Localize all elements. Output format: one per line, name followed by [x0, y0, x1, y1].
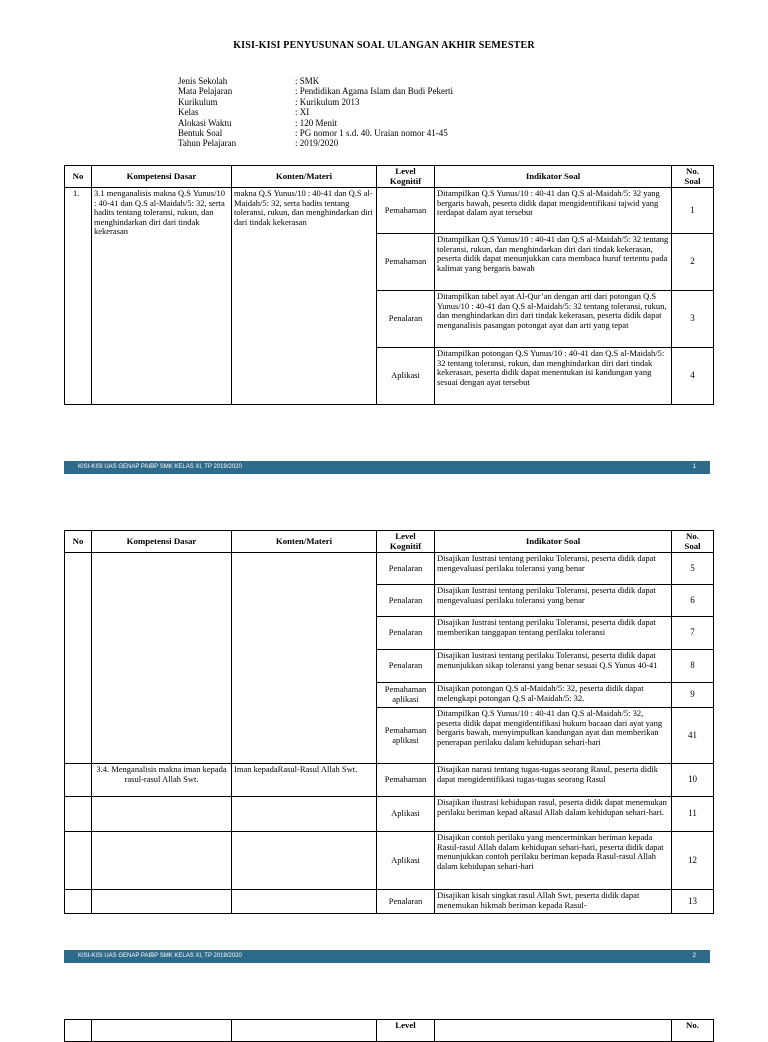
header-indikator: Indikator Soal	[435, 531, 672, 553]
cell-nosoal: 4	[672, 348, 714, 405]
header-level: Level	[377, 1020, 435, 1042]
cell-indikator: Disajikan Iustrasi tentang perilaku Toleransi, peserta didik dapat mengevaluasi perilaku toleransi yang benar	[435, 553, 672, 585]
footer-text: KISI-KISI UAS GENAP PAIBP SMK KELAS XI, TP 2019/2020	[78, 953, 242, 959]
cell-level: Pemahaman	[377, 234, 435, 291]
cell-nosoal: 7	[672, 617, 714, 650]
header-level: Level Kognitif	[377, 166, 435, 188]
cell-konten	[232, 832, 377, 890]
header-konten: Konten/Materi	[232, 166, 377, 188]
header-no: No	[65, 531, 92, 553]
cell-nosoal: 5	[672, 553, 714, 585]
table-row	[65, 890, 714, 914]
cell-level: Penalaran	[377, 585, 435, 617]
meta-key: Tahun Pelajaran	[178, 138, 237, 149]
cell-nosoal: 10	[672, 764, 714, 797]
kisi-table-page-1	[64, 165, 714, 405]
header-nosoal: No. Soal	[672, 531, 714, 553]
cell-indikator: Disajikan kisah singkat rasul Allah Swt, peserta didik dapat menemukan hikmah beriman kepada Rasul-	[435, 890, 672, 914]
table-row	[65, 832, 714, 890]
cell-no	[65, 764, 92, 797]
cell-indikator: Ditampilkan Q.S Yunus/10 : 40-41 dan Q.S al-Maidah/5: 32 yang bergaris bawah, peserta didik dapat mengidentifikasi tajwid yang terdapat dalam ayat tersebut	[435, 188, 672, 234]
header-indikator: Indikator Soal	[435, 166, 672, 188]
cell-konten: Iman kepadaRasul-Rasul Allah Swt.	[232, 764, 377, 797]
table-row	[65, 764, 714, 797]
cell-nosoal: 2	[672, 234, 714, 291]
meta-row	[178, 128, 453, 138]
header-no	[65, 1020, 92, 1042]
meta-value: : Kurikulum 2013	[295, 96, 360, 107]
cell-no	[65, 890, 92, 914]
meta-key: Bentuk Soal	[178, 128, 223, 139]
meta-value: : 120 Menit	[295, 117, 337, 128]
table-row	[65, 553, 714, 585]
cell-indikator: Disajikan contoh perilaku yang mencerminkan beriman kepada Rasul-rasul Allah dalam kehidupan sehari-hari, peserta didik dapat menunjukkan contoh perilaku beriman kepada Rasul-rasul Allah dalam kehidupan sehari-hari	[435, 832, 672, 890]
header-kd: Kompetensi Dasar	[92, 531, 232, 553]
meta-value: : 2019/2020	[295, 138, 339, 149]
header-indikator	[435, 1020, 672, 1042]
cell-no	[65, 832, 92, 890]
footer-text: KISI-KISI UAS GENAP PAIBP SMK KELAS XI, TP 2019/2020	[78, 464, 242, 470]
meta-row	[178, 138, 453, 148]
cell-indikator: Disajikan ilustrasi kehidupan rasul, peserta didik dapat menemukan perilaku beriman kepad aRasul Allah dalam kehidupan sehari-hari.	[435, 797, 672, 832]
meta-key: Jenis Sekolah	[178, 76, 228, 86]
footer-page-number: 2	[692, 953, 696, 959]
table-row	[65, 797, 714, 832]
cell-nosoal: 9	[672, 683, 714, 708]
kisi-table-page-2	[64, 530, 714, 914]
cell-level: Pemahaman	[377, 188, 435, 234]
cell-konten	[232, 553, 377, 764]
header-no: No	[65, 166, 92, 188]
cell-konten: makna Q.S Yunus/10 : 40-41 dan Q.S al-Maidah/5: 32, serta hadits tentang toleransi, rukun, dan menghindarkan diri dari tindak kekerasan	[232, 188, 377, 405]
cell-indikator: Ditampilkan potongan Q.S Yunus/10 : 40-41 dan Q.S al-Maidah/5: 32 tentang toleransi, rukun, dan menghindarkan diri dari tindak kekerasan, peserta didik dapat menentukan isi kandungan yang sesuai dengan ayat tersebut	[435, 348, 672, 405]
meta-key: Kurikulum	[178, 96, 218, 107]
cell-kd: 3.4. Menganalisis makna iman kepada rasul-rasul Allah Swt.	[92, 764, 232, 797]
header-level: Level Kognitif	[377, 531, 435, 553]
cell-indikator: Disajikan Iustrasi tentang perilaku Toleransi, peserta didik dapat memberikan tanggapan tentang perilaku toleransi	[435, 617, 672, 650]
page-footer-1	[64, 461, 710, 474]
cell-nosoal: 3	[672, 291, 714, 348]
meta-row	[178, 86, 453, 96]
header-nosoal: No.	[672, 1020, 714, 1042]
cell-indikator: Ditampilkan Q.S Yunus/10 : 40-41 dan Q.S al-Maidah/5: 32 tentang toleransi, rukun, dan menghindarkan diri dari tindak kekerasan, peserta didik dapat menunjukkan cara membaca huruf tertentu pada kalimat yang bergaris bawah	[435, 234, 672, 291]
cell-level: Pemahaman	[377, 764, 435, 797]
cell-level: Penalaran	[377, 890, 435, 914]
cell-level: Penalaran	[377, 553, 435, 585]
cell-level: Penalaran	[377, 650, 435, 683]
kisi-table-page-3	[64, 1019, 714, 1042]
meta-row	[178, 76, 453, 86]
cell-nosoal: 41	[672, 708, 714, 764]
header-konten: Konten/Materi	[232, 531, 377, 553]
cell-nosoal: 13	[672, 890, 714, 914]
cell-kd	[92, 890, 232, 914]
cell-level: Aplikasi	[377, 348, 435, 405]
cell-kd	[92, 832, 232, 890]
cell-indikator: Ditampilkan Q.S Yunus/10 : 40-41 dan Q.S al-Maidah/5: 32, peserta didik dapat mengidentifikasi hukum bacaan dari ayat yang bergaris bawah, menyimpulkan kandungan ayat dan memberikan penerapan perilaku dalam kehidupan sehari-hari	[435, 708, 672, 764]
cell-level: Aplikasi	[377, 832, 435, 890]
cell-konten	[232, 797, 377, 832]
meta-value: : XI	[295, 107, 310, 118]
cell-nosoal: 8	[672, 650, 714, 683]
cell-indikator: Disajikan Iustrasi tentang perilaku Toleransi, peserta didik dapat menunjukkan sikap toleransi yang benar sesuai Q.S Yunus 40-41	[435, 650, 672, 683]
table-header-row	[65, 1020, 714, 1042]
cell-level: Pemahaman aplikasi	[377, 683, 435, 708]
meta-value: : PG nomor 1 s.d. 40. Uraian nomor 41-45	[295, 128, 448, 139]
meta-key: Kelas	[178, 107, 199, 118]
cell-kd	[92, 797, 232, 832]
cell-indikator: Disajikan Iustrasi tentang perilaku Toleransi, peserta didik dapat mengevaluasi perilaku toleransi yang benar	[435, 585, 672, 617]
meta-row	[178, 107, 453, 117]
meta-value: : SMK	[295, 76, 320, 86]
cell-kd	[92, 553, 232, 764]
header-konten	[232, 1020, 377, 1042]
cell-indikator: Disajikan narasi tentang tugas-tugas seorang Rasul, peserta didik dapat mengidentifikasi tugas-tugas seorang Rasul	[435, 764, 672, 797]
meta-row	[178, 118, 453, 128]
cell-nosoal: 6	[672, 585, 714, 617]
document-title: KISI-KISI PENYUSUNAN SOAL ULANGAN AKHIR SEMESTER	[233, 40, 535, 51]
meta-key: Alokasi Waktu	[178, 117, 232, 128]
cell-nosoal: 12	[672, 832, 714, 890]
header-nosoal: No. Soal	[672, 166, 714, 188]
cell-level: Pemahaman aplikasi	[377, 708, 435, 764]
cell-nosoal: 11	[672, 797, 714, 832]
table-row	[65, 188, 714, 234]
header-kd: Kompetensi Dasar	[92, 166, 232, 188]
meta-value: : Pendidikan Agama Islam dan Budi Pekerti	[295, 86, 453, 97]
meta-key: Mata Pelajaran	[178, 86, 233, 97]
cell-no	[65, 797, 92, 832]
cell-no	[65, 553, 92, 764]
cell-indikator: Ditampilkan tabel ayat Al-Qur’an dengan arti dari potongan Q.S Yunus/10 : 40-41 dan Q.S al-Maidah/5: 32 tentang toleransi, rukun, dan menghindarkan diri dari tindak kekerasan, peserta didik dapat menganalisis pasangan potongat ayat dan arti yang tepat	[435, 291, 672, 348]
cell-level: Aplikasi	[377, 797, 435, 832]
cell-level: Penalaran	[377, 291, 435, 348]
table-header-row	[65, 166, 714, 188]
meta-row	[178, 97, 453, 107]
cell-nosoal: 1	[672, 188, 714, 234]
cell-konten	[232, 890, 377, 914]
cell-kd: 3.1 menganalisis makna Q.S Yunus/10 : 40-41 dan Q.S al-Maidah/5: 32, serta hadits tentang toleransi, rukun, dan menghindarkan diri dari tindak kekerasan	[92, 188, 232, 405]
cell-indikator: Disajikan potongan Q.S al-Maidah/5: 32, peserta didik dapat melengkapi potongan Q.S al-Maidah/5: 32.	[435, 683, 672, 708]
cell-no: 1.	[65, 188, 92, 405]
footer-page-number: 1	[692, 464, 696, 470]
header-kd	[92, 1020, 232, 1042]
table-header-row	[65, 531, 714, 553]
page-footer-2	[64, 950, 710, 963]
document-meta	[178, 76, 453, 149]
cell-level: Penalaran	[377, 617, 435, 650]
